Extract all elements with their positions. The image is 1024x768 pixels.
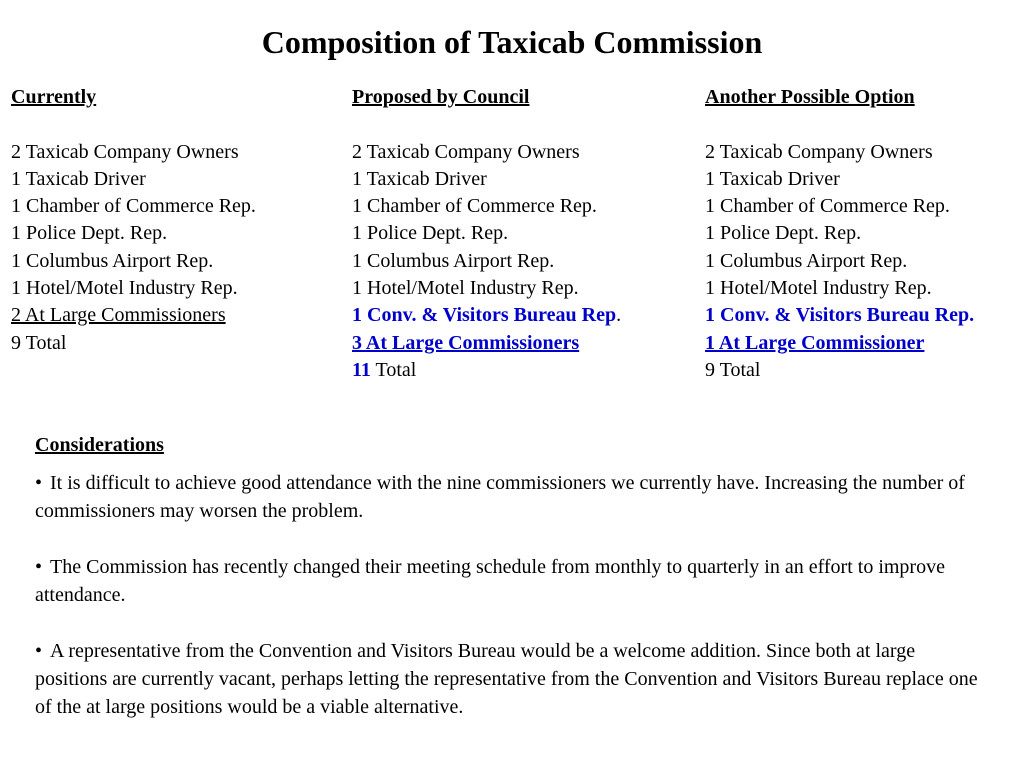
list-item: 1 Police Dept. Rep. xyxy=(352,222,509,245)
column-heading-currently: Currently xyxy=(11,86,97,108)
consideration-text: A representative from the Convention and Visitors Bureau would be a welcome addition. Since both at large positions are currently vacant, perhaps letting the representative from the Convention and Visitors Bureau replace one of the at large positions would be a viable alternative. xyxy=(35,640,978,718)
bullet-icon: • xyxy=(35,472,43,494)
conv-rep-period: . xyxy=(616,304,622,327)
conv-rep-text: 1 Conv. & Visitors Bureau Rep xyxy=(352,304,617,327)
consideration-item xyxy=(35,637,985,721)
list-item: 1 Columbus Airport Rep. xyxy=(705,249,908,272)
list-item: 1 Chamber of Commerce Rep. xyxy=(352,195,597,218)
list-item: 2 Taxicab Company Owners xyxy=(352,140,580,163)
total-item xyxy=(352,357,621,384)
at-large-text: 1 At Large Commissioner xyxy=(705,331,925,354)
page-title: Composition of Taxicab Commission xyxy=(261,24,763,60)
considerations-section xyxy=(35,431,985,749)
bullet-icon: • xyxy=(35,556,43,578)
column-currently xyxy=(11,84,256,357)
column-heading-proposed: Proposed by Council xyxy=(352,86,530,108)
list-item: 1 Columbus Airport Rep. xyxy=(11,249,214,272)
consideration-item xyxy=(35,469,985,525)
list-item: 1 Columbus Airport Rep. xyxy=(352,249,555,272)
at-large-item xyxy=(352,330,621,357)
total-item: 9 Total xyxy=(705,358,761,381)
at-large-text: 3 At Large Commissioners xyxy=(352,331,580,354)
bullet-icon: • xyxy=(35,640,43,662)
conv-rep-text: 1 Conv. & Visitors Bureau Rep. xyxy=(705,304,975,327)
at-large-item xyxy=(705,330,974,357)
list-item: 1 Taxicab Driver xyxy=(11,167,146,190)
considerations-heading: Considerations xyxy=(35,434,164,456)
total-item: 9 Total xyxy=(11,331,67,354)
list-item: 1 Taxicab Driver xyxy=(352,167,487,190)
spacer xyxy=(11,111,256,138)
consideration-text: It is difficult to achieve good attendance with the nine commissioners we currently have. Increasing the number of commissioners may worsen the problem. xyxy=(35,472,965,522)
spacer xyxy=(352,111,621,138)
conv-rep-item xyxy=(705,302,974,329)
list-item: 1 Hotel/Motel Industry Rep. xyxy=(352,277,579,300)
list-item: 1 Taxicab Driver xyxy=(705,167,840,190)
consideration-item xyxy=(35,553,985,609)
list-item: 1 Police Dept. Rep. xyxy=(11,222,168,245)
at-large-item: 2 At Large Commissioners xyxy=(11,304,226,327)
list-item: 1 Hotel/Motel Industry Rep. xyxy=(705,277,932,300)
total-number: 11 xyxy=(352,358,371,381)
list-item: 1 Chamber of Commerce Rep. xyxy=(11,195,256,218)
column-proposed xyxy=(352,84,621,384)
column-heading-another-option: Another Possible Option xyxy=(705,86,915,108)
list-item: 1 Police Dept. Rep. xyxy=(705,222,862,245)
list-item: 2 Taxicab Company Owners xyxy=(705,140,933,163)
conv-rep-item xyxy=(352,302,621,329)
list-item: 1 Chamber of Commerce Rep. xyxy=(705,195,950,218)
spacer xyxy=(705,111,974,138)
total-word: Total xyxy=(370,358,417,381)
list-item: 1 Hotel/Motel Industry Rep. xyxy=(11,277,238,300)
column-another-option xyxy=(705,84,974,384)
list-item: 2 Taxicab Company Owners xyxy=(11,140,239,163)
consideration-text: The Commission has recently changed their meeting schedule from monthly to quarterly in an effort to improve attendance. xyxy=(35,556,945,606)
